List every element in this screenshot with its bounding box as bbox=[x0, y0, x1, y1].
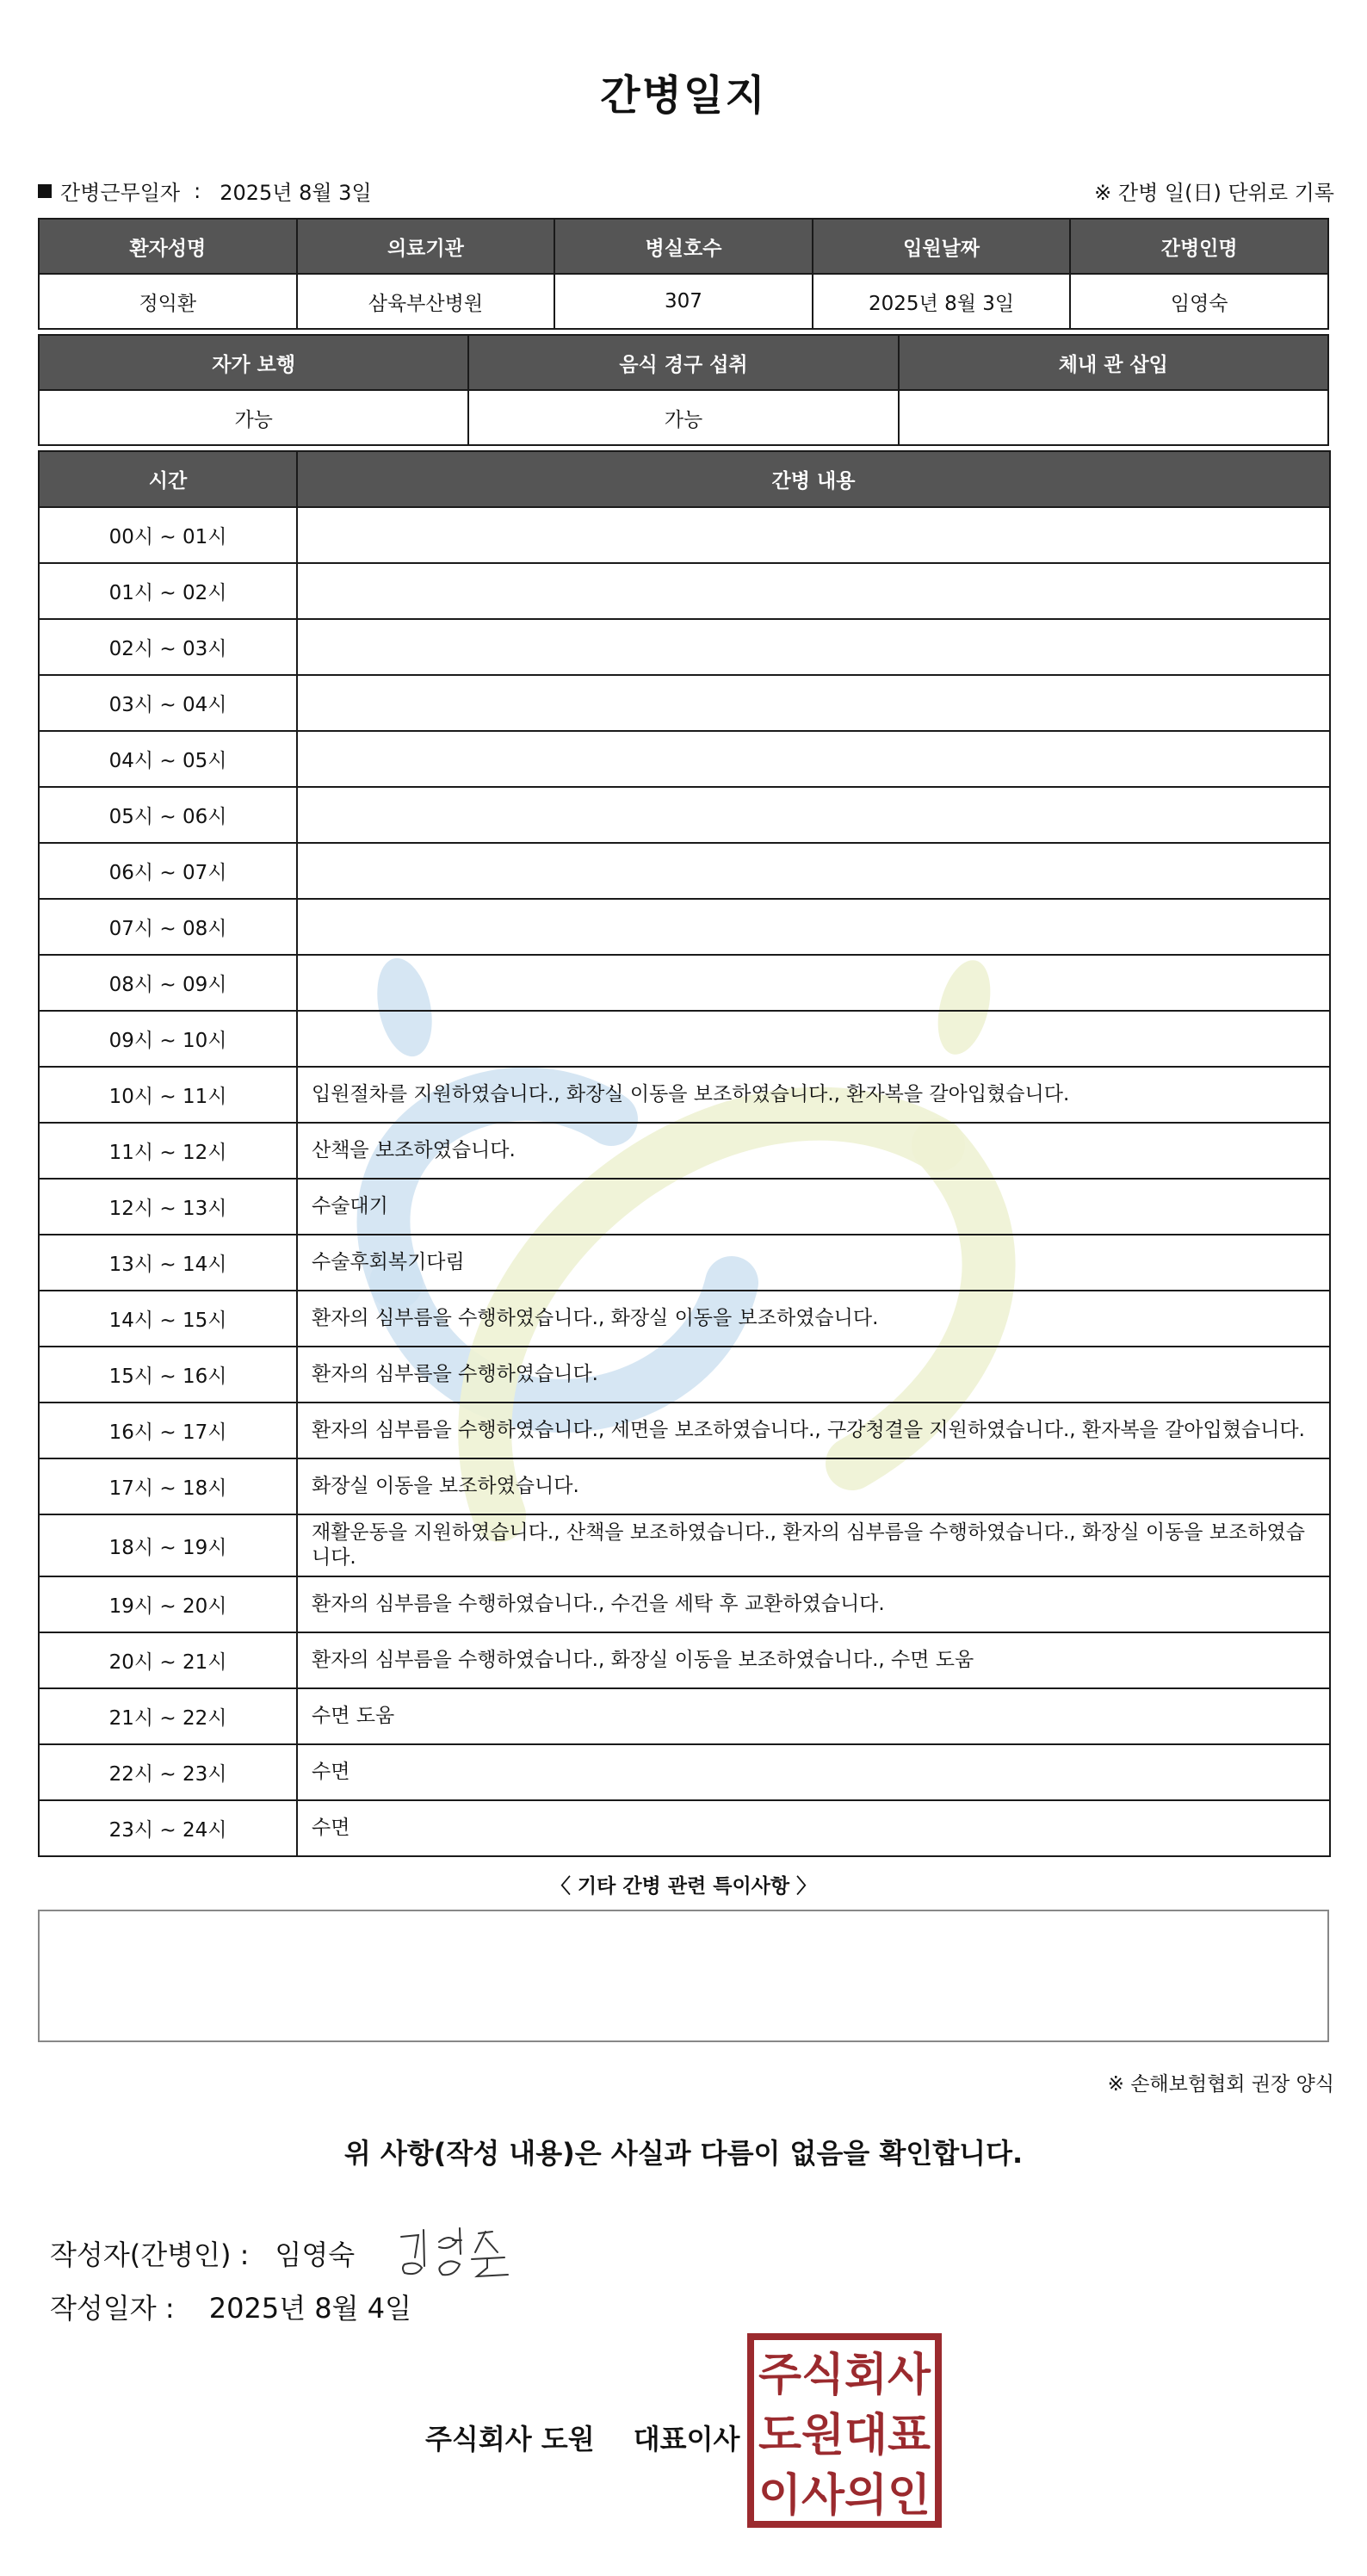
row-content bbox=[297, 899, 1330, 955]
form-note: ※ 손해보험협회 권장 양식 bbox=[1107, 2073, 1334, 2096]
row-time: 11시 ~ 12시 bbox=[39, 1123, 297, 1179]
row-time: 09시 ~ 10시 bbox=[39, 1011, 297, 1067]
row-content: 수면 bbox=[297, 1800, 1330, 1856]
row-content bbox=[297, 731, 1330, 787]
table-row bbox=[39, 1403, 1330, 1458]
seal-line-2: 도원대표 bbox=[758, 2410, 931, 2461]
table-row bbox=[39, 1011, 1330, 1067]
work-date bbox=[38, 176, 372, 206]
header-self-walking: 자가 보행 bbox=[39, 335, 468, 390]
row-content: 환자의 심부름을 수행하였습니다., 화장실 이동을 보조하였습니다., 수면 도움 bbox=[297, 1632, 1330, 1688]
writer-name: 임영숙 bbox=[275, 2239, 356, 2271]
written-date-line bbox=[50, 2287, 411, 2326]
row-content: 수술대기 bbox=[297, 1179, 1330, 1235]
writer-line bbox=[50, 2223, 525, 2283]
row-content: 환자의 심부름을 수행하였습니다. bbox=[297, 1347, 1330, 1403]
row-content: 수면 도움 bbox=[297, 1688, 1330, 1744]
row-time: 08시 ~ 09시 bbox=[39, 955, 297, 1011]
company-name: 주식회사 도원 bbox=[425, 2423, 595, 2455]
table-row bbox=[39, 1632, 1330, 1688]
table-row bbox=[39, 1514, 1330, 1576]
patient-info-table bbox=[38, 218, 1329, 330]
oral-intake: 가능 bbox=[468, 390, 898, 445]
table-row bbox=[39, 1347, 1330, 1403]
row-time: 02시 ~ 03시 bbox=[39, 619, 297, 675]
seal-line-1: 주식회사 bbox=[758, 2350, 931, 2401]
table-row bbox=[39, 563, 1330, 619]
table-row bbox=[39, 1458, 1330, 1514]
row-time: 05시 ~ 06시 bbox=[39, 787, 297, 843]
page-title: 간병일지 bbox=[600, 71, 767, 120]
patient-name: 정익환 bbox=[39, 274, 297, 329]
row-content bbox=[297, 787, 1330, 843]
table-row bbox=[39, 675, 1330, 731]
row-time: 21시 ~ 22시 bbox=[39, 1688, 297, 1744]
row-time: 10시 ~ 11시 bbox=[39, 1067, 297, 1123]
room-number: 307 bbox=[554, 274, 813, 329]
admission-date: 2025년 8월 3일 bbox=[813, 274, 1071, 329]
table-row bbox=[39, 507, 1330, 563]
row-content bbox=[297, 507, 1330, 563]
table-row bbox=[39, 1576, 1330, 1632]
row-content bbox=[297, 1011, 1330, 1067]
header-tube-insertion: 체내 관 삽입 bbox=[899, 335, 1328, 390]
row-time: 01시 ~ 02시 bbox=[39, 563, 297, 619]
care-log-table bbox=[38, 450, 1331, 1857]
special-notes-box bbox=[38, 1910, 1329, 2042]
table-row bbox=[39, 1291, 1330, 1347]
row-time: 12시 ~ 13시 bbox=[39, 1179, 297, 1235]
row-time: 20시 ~ 21시 bbox=[39, 1632, 297, 1688]
care-log-body bbox=[39, 507, 1330, 1856]
table-row bbox=[39, 619, 1330, 675]
row-time: 03시 ~ 04시 bbox=[39, 675, 297, 731]
table-row bbox=[39, 787, 1330, 843]
header-admission-date: 입원날짜 bbox=[813, 219, 1071, 274]
header-patient-name: 환자성명 bbox=[39, 219, 297, 274]
table-row bbox=[39, 731, 1330, 787]
header-time: 시간 bbox=[39, 451, 297, 507]
table-row bbox=[39, 1179, 1330, 1235]
seal-line-3: 이사의인 bbox=[758, 2470, 931, 2522]
written-date-value: 2025년 8월 4일 bbox=[208, 2292, 412, 2325]
header-oral-intake: 음식 경구 섭취 bbox=[468, 335, 898, 390]
row-time: 17시 ~ 18시 bbox=[39, 1458, 297, 1514]
row-content: 환자의 심부름을 수행하였습니다., 세면을 보조하였습니다., 구강청결을 지원하였습니다., 환자복을 갈아입혔습니다. bbox=[297, 1403, 1330, 1458]
table-row bbox=[39, 1688, 1330, 1744]
row-content bbox=[297, 619, 1330, 675]
company-seal-stamp bbox=[747, 2333, 942, 2528]
row-content: 수술후회복기다림 bbox=[297, 1235, 1330, 1291]
square-bullet-icon bbox=[38, 184, 52, 198]
header-hospital: 의료기관 bbox=[297, 219, 555, 274]
row-content: 산책을 보조하였습니다. bbox=[297, 1123, 1330, 1179]
self-walking: 가능 bbox=[39, 390, 468, 445]
confirmation-statement: 위 사항(작성 내용)은 사실과 다름이 없음을 확인합니다. bbox=[343, 2137, 1024, 2170]
special-notes-label: 〈 기타 간병 관련 특이사항 〉 bbox=[550, 1875, 817, 1898]
row-time: 07시 ~ 08시 bbox=[39, 899, 297, 955]
row-content: 재활운동을 지원하였습니다., 산책을 보조하였습니다., 환자의 심부름을 수행하였습니다., 화장실 이동을 보조하였습니다. bbox=[297, 1514, 1330, 1576]
row-time: 18시 ~ 19시 bbox=[39, 1514, 297, 1576]
written-date-label: 작성일자 : bbox=[50, 2292, 175, 2325]
table-row bbox=[39, 1800, 1330, 1856]
work-date-colon: : bbox=[194, 178, 201, 203]
row-time: 00시 ~ 01시 bbox=[39, 507, 297, 563]
row-content bbox=[297, 675, 1330, 731]
row-time: 06시 ~ 07시 bbox=[39, 843, 297, 899]
row-content: 수면 bbox=[297, 1744, 1330, 1800]
header-caregiver-name: 간병인명 bbox=[1070, 219, 1328, 274]
tube-insertion bbox=[899, 390, 1328, 445]
row-content bbox=[297, 563, 1330, 619]
company-line bbox=[425, 2418, 739, 2457]
row-content: 환자의 심부름을 수행하였습니다., 수건을 세탁 후 교환하였습니다. bbox=[297, 1576, 1330, 1632]
row-time: 13시 ~ 14시 bbox=[39, 1235, 297, 1291]
header-care-content: 간병 내용 bbox=[297, 451, 1330, 507]
row-time: 04시 ~ 05시 bbox=[39, 731, 297, 787]
row-time: 16시 ~ 17시 bbox=[39, 1403, 297, 1458]
table-row bbox=[39, 1123, 1330, 1179]
row-time: 22시 ~ 23시 bbox=[39, 1744, 297, 1800]
table-row bbox=[39, 1744, 1330, 1800]
work-date-label: 간병근무일자 bbox=[60, 181, 181, 205]
ability-table bbox=[38, 334, 1329, 446]
caregiver-name: 임영숙 bbox=[1070, 274, 1328, 329]
work-date-value: 2025년 8월 3일 bbox=[220, 181, 372, 205]
row-time: 23시 ~ 24시 bbox=[39, 1800, 297, 1856]
company-title: 대표이사 bbox=[633, 2423, 740, 2455]
table-row bbox=[39, 1067, 1330, 1123]
row-time: 19시 ~ 20시 bbox=[39, 1576, 297, 1632]
unit-note: ※ 간병 일(日) 단위로 기록 bbox=[1094, 181, 1334, 205]
row-content bbox=[297, 955, 1330, 1011]
row-time: 14시 ~ 15시 bbox=[39, 1291, 297, 1347]
header-room-number: 병실호수 bbox=[554, 219, 813, 274]
table-row bbox=[39, 843, 1330, 899]
row-content: 입원절차를 지원하였습니다., 화장실 이동을 보조하였습니다., 환자복을 갈아입혔습니다. bbox=[297, 1067, 1330, 1123]
hospital: 삼육부산병원 bbox=[297, 274, 555, 329]
table-row bbox=[39, 899, 1330, 955]
table-row bbox=[39, 1235, 1330, 1291]
writer-label: 작성자(간병인) : bbox=[50, 2239, 250, 2271]
row-content: 화장실 이동을 보조하였습니다. bbox=[297, 1458, 1330, 1514]
table-row bbox=[39, 955, 1330, 1011]
row-content: 환자의 심부름을 수행하였습니다., 화장실 이동을 보조하였습니다. bbox=[297, 1291, 1330, 1347]
row-content bbox=[297, 843, 1330, 899]
row-time: 15시 ~ 16시 bbox=[39, 1347, 297, 1403]
handwritten-signature bbox=[396, 2223, 525, 2283]
